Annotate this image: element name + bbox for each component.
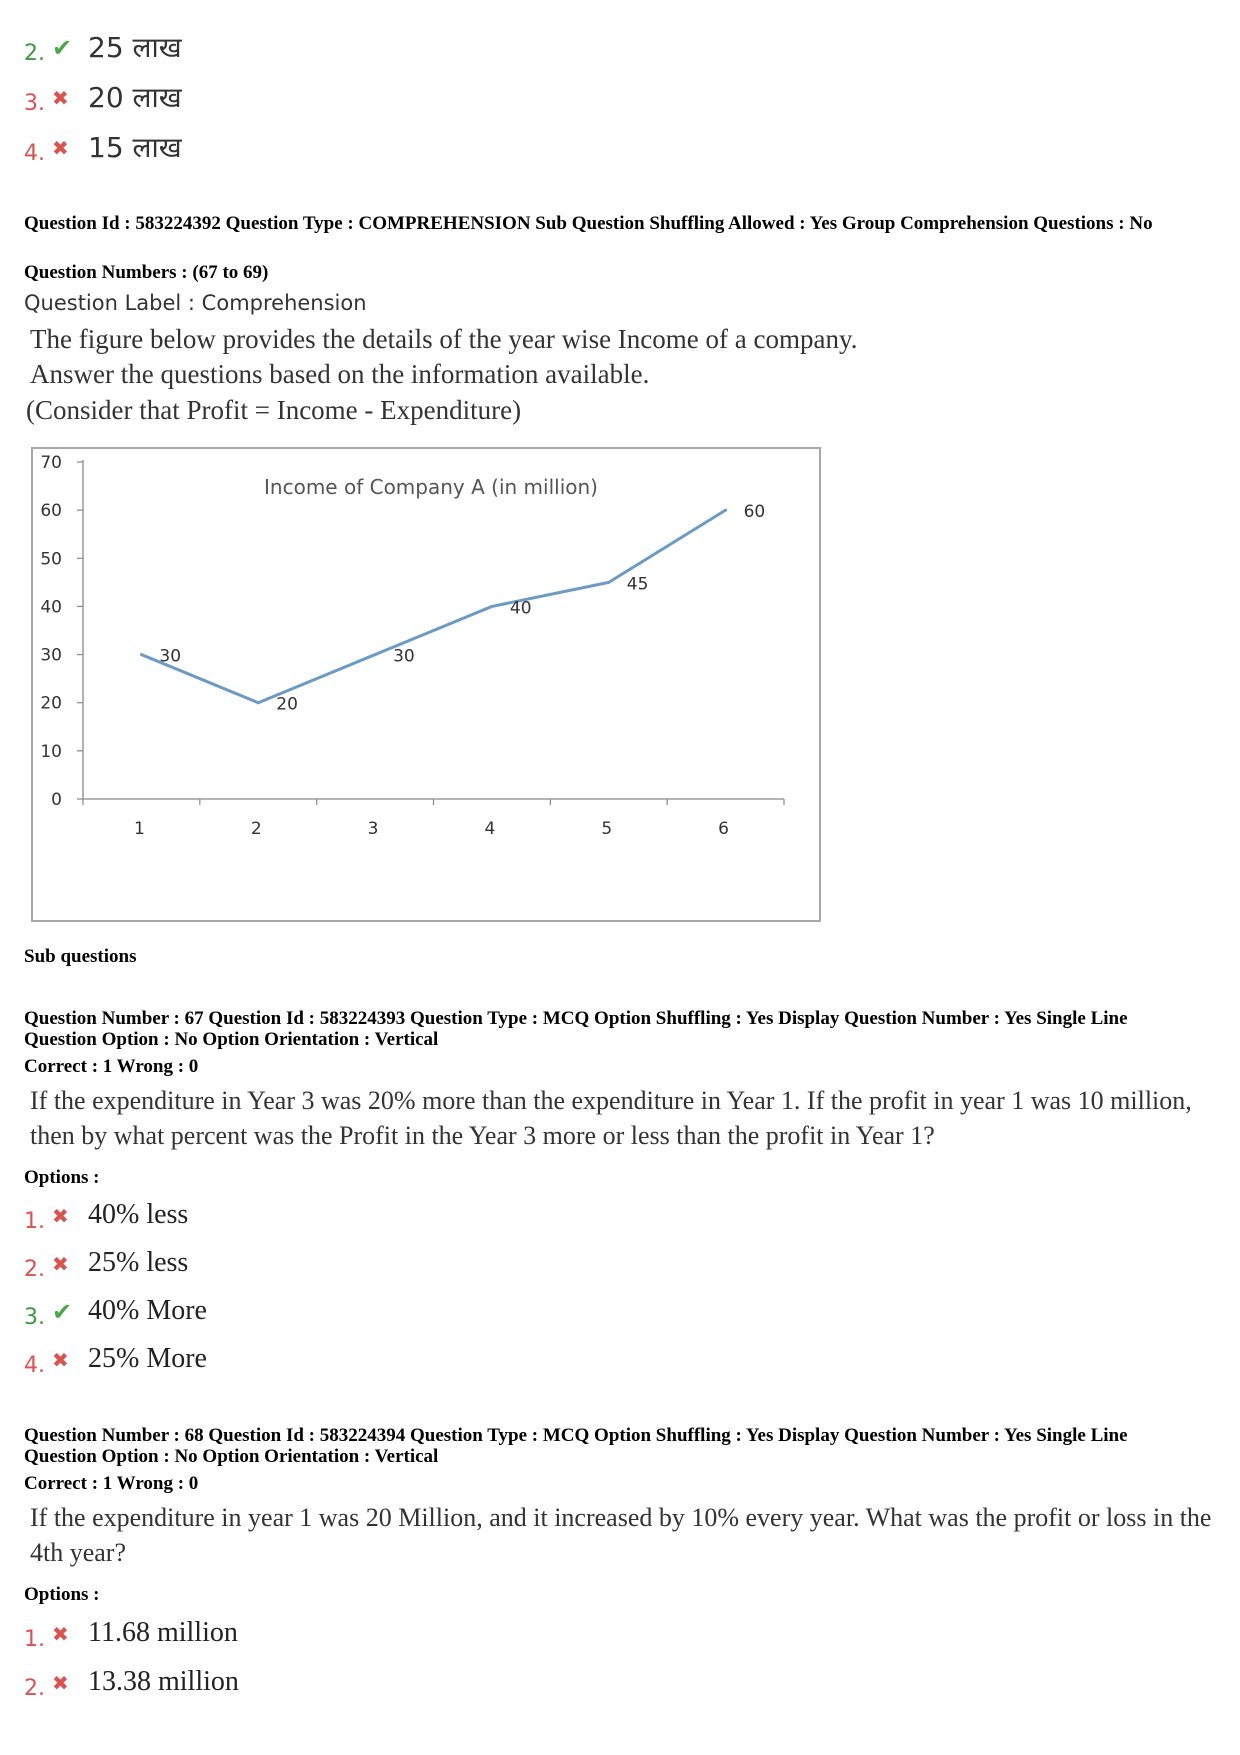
option-number: 2. — [24, 1675, 45, 1701]
data-label: 45 — [626, 574, 649, 595]
data-point — [257, 701, 260, 704]
question-label: Question Label : Comprehension — [24, 291, 367, 315]
x-tick-label: 6 — [718, 819, 729, 839]
data-point — [374, 653, 377, 656]
data-label: 30 — [159, 646, 182, 667]
question-meta: Question Number : 68 Question Id : 583224394 Question Type : MCQ Option Shuffling : Yes Display Question Number : Yes Single Line Question Option : No Option Orientation : Vertical — [24, 1425, 1128, 1467]
chart-title: Income of Company A (in million) — [264, 475, 598, 499]
option-number: 1. — [24, 1208, 45, 1234]
data-point — [140, 653, 143, 656]
data-label: 60 — [743, 502, 766, 523]
y-tick-label: 10 — [40, 741, 62, 762]
option-text: 40% less — [88, 1199, 189, 1230]
y-tick-label: 30 — [40, 645, 62, 666]
option-number: 2. — [24, 40, 45, 66]
options-label: Options : — [24, 1584, 100, 1605]
comprehension-meta: Question Id : 583224392 Question Type : COMPREHENSION Sub Question Shuffling Allowed : Yes Group Comprehension Questions : No — [24, 213, 1153, 234]
check-icon: ✔ — [52, 34, 73, 62]
x-tick-label: 1 — [134, 819, 145, 839]
option-row — [24, 1339, 207, 1379]
option-number: 1. — [24, 1626, 45, 1652]
option-number: 3. — [24, 1304, 45, 1330]
option-text: 20 लाख — [88, 81, 182, 114]
question-text: If the expenditure in year 1 was 20 Million, and it increased by 10% every year. What was the profit or loss in the 4th year? — [30, 1503, 1212, 1567]
data-label: 20 — [276, 694, 298, 715]
option-number: 4. — [24, 1352, 45, 1378]
passage-line: The figure below provides the details of the year wise Income of a company. — [30, 324, 858, 354]
cross-icon: ✖ — [52, 86, 69, 110]
option-number: 3. — [24, 90, 45, 116]
options-label: Options : — [24, 1167, 100, 1188]
cross-icon: ✖ — [52, 136, 69, 160]
data-label: 30 — [393, 646, 415, 667]
y-tick-label: 0 — [51, 790, 62, 810]
option-row — [24, 1613, 238, 1653]
option-number: 2. — [24, 1256, 45, 1282]
x-tick-label: 2 — [250, 819, 262, 839]
option-number: 4. — [24, 140, 45, 166]
x-tick-label: 4 — [484, 819, 496, 839]
cross-icon: ✖ — [52, 1204, 69, 1228]
option-row — [24, 1662, 239, 1702]
option-row — [24, 1243, 188, 1283]
sub-questions-heading: Sub questions — [24, 946, 137, 967]
cross-icon: ✖ — [52, 1622, 69, 1646]
question-numbers: Question Numbers : (67 to 69) — [24, 262, 269, 283]
x-tick-label: 5 — [601, 819, 613, 839]
data-point — [607, 581, 610, 584]
data-point — [490, 605, 493, 608]
y-tick-label: 70 — [40, 453, 62, 473]
option-text: 40% More — [88, 1295, 207, 1326]
question-marks: Correct : 1 Wrong : 0 — [24, 1473, 199, 1494]
check-icon: ✔ — [52, 1298, 73, 1326]
x-tick-label: 3 — [367, 819, 379, 839]
y-tick-label: 60 — [40, 501, 62, 522]
option-text: 25 लाख — [88, 31, 182, 64]
option-text: 13.38 million — [88, 1666, 239, 1697]
option-text: 11.68 million — [88, 1617, 238, 1648]
question-meta: Question Number : 67 Question Id : 583224393 Question Type : MCQ Option Shuffling : Yes Display Question Number : Yes Single Line Question Option : No Option Orientation : Vertical — [24, 1008, 1128, 1050]
cross-icon: ✖ — [52, 1252, 69, 1276]
option-text: 15 लाख — [88, 131, 182, 164]
y-tick-label: 20 — [40, 693, 62, 714]
option-row — [24, 1291, 207, 1331]
cross-icon: ✖ — [52, 1348, 69, 1372]
question-text: If the expenditure in Year 3 was 20% more than the expenditure in Year 1. If the profit in year 1 was 10 million, then by what percent was the Profit in the Year 3 more or less than the profit in Year 1? — [30, 1086, 1192, 1150]
data-label: 40 — [509, 598, 532, 619]
passage-line: Answer the questions based on the information available. — [30, 359, 650, 389]
passage-line: (Consider that Profit = Income - Expenditure) — [26, 395, 522, 425]
data-point — [724, 509, 727, 512]
cross-icon: ✖ — [52, 1671, 69, 1695]
y-tick-label: 50 — [40, 549, 62, 570]
option-row — [24, 1195, 188, 1235]
income-series-line — [141, 510, 725, 703]
question-marks: Correct : 1 Wrong : 0 — [24, 1056, 199, 1077]
y-tick-label: 40 — [40, 597, 62, 618]
option-text: 25% More — [88, 1343, 207, 1374]
option-text: 25% less — [88, 1247, 189, 1278]
